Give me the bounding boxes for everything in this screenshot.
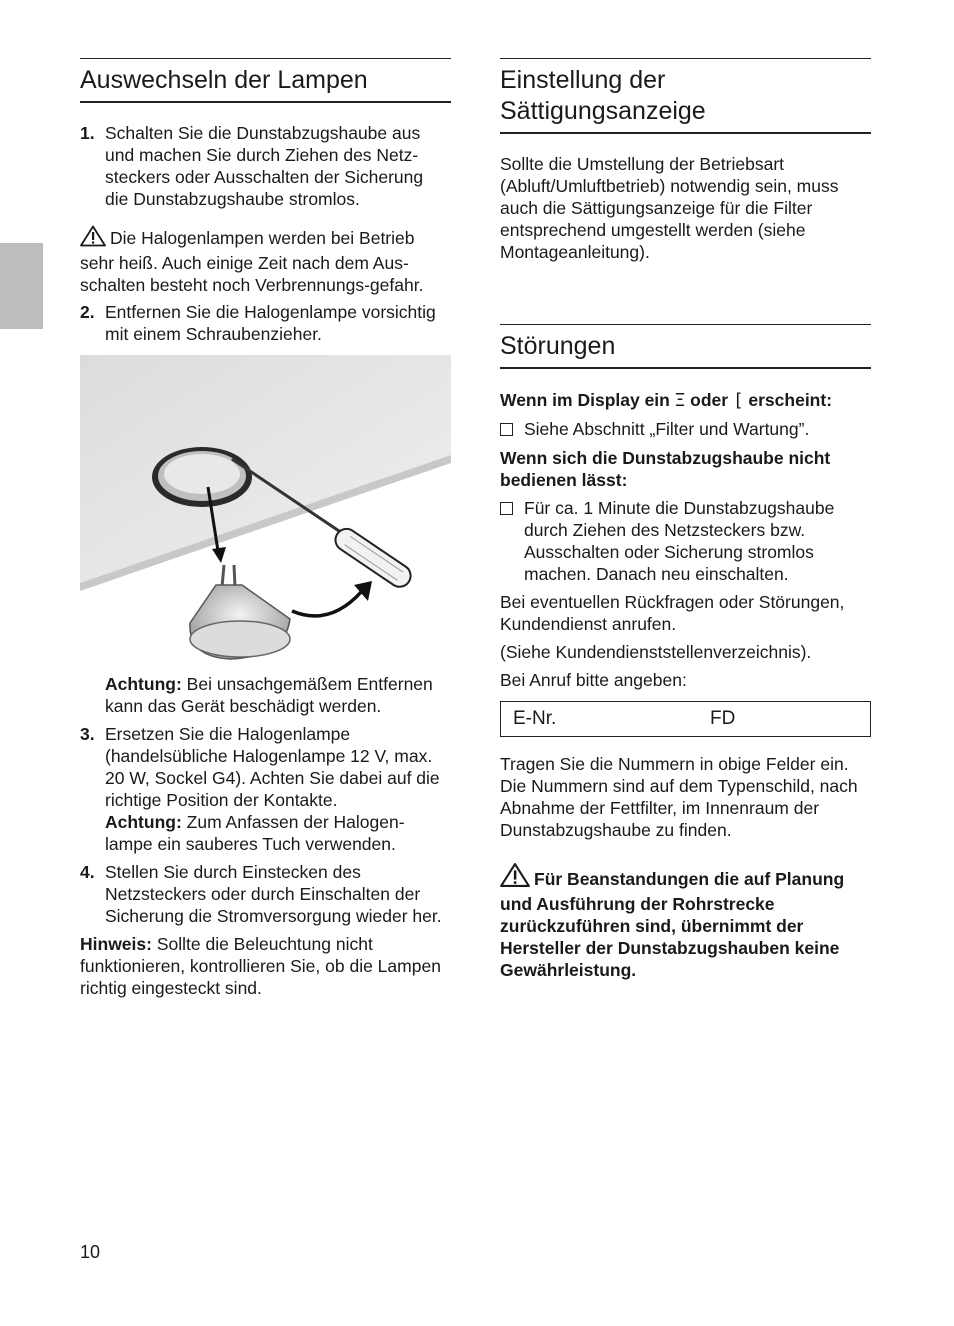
directory-paragraph: (Siehe Kundendienststellenverzeichnis).	[500, 642, 812, 662]
checkbox-bullet-icon	[500, 418, 524, 441]
step-number: 3.	[80, 724, 95, 744]
call-info-paragraph: Bei Anruf bitte angeben:	[500, 670, 687, 690]
attention-label: Achtung:	[105, 812, 182, 832]
left-column	[80, 58, 451, 999]
step-text: Entfernen Sie die Halogenlampe vorsichtig mit einem Schraubenzieher.	[105, 302, 436, 344]
note-label: Hinweis:	[80, 934, 152, 954]
step-1	[80, 122, 451, 210]
page-number: 10	[80, 1242, 101, 1262]
heading-malfunctions: Störungen	[500, 324, 871, 369]
attention-note-1	[80, 673, 451, 717]
step-text: Schalten Sie die Dunstabzugshaube aus und machen Sie durch Ziehen des Netz-steckers oder Ausschalten der Sicherung die Dunstabzugshaube stromlos.	[105, 123, 424, 209]
note-text: Sollte die Beleuchtung nicht funktionieren, kontrollieren Sie, ob die Lampen richtig eingesteckt sind.	[80, 934, 441, 998]
step-text: Stellen Sie durch Einstecken des Netzsteckers oder durch Einschalten der Sicherung die Stromversorgung wieder her.	[105, 862, 442, 926]
liability-text: Für Beanstandungen die auf Planung und Ausführung der Rohrstrecke zurückzuführen sind, übernimmt der Hersteller der Dunstabzugshauben keine Gewährleistung.	[500, 869, 845, 980]
warning-text: Die Halogenlampen werden bei Betrieb sehr heiß. Auch einige Zeit nach dem Aus-schalten besteht noch Verbrennungs-gefahr.	[80, 228, 424, 295]
bullet-text: Für ca. 1 Minute die Dunstabzugshaube durch Ziehen des Netzsteckers bzw. Ausschalten oder Sicherung stromlos machen. Danach neu einschalten.	[524, 498, 835, 584]
step-3	[80, 723, 451, 855]
attention-label: Achtung:	[105, 674, 182, 694]
lamp-removal-illustration	[80, 355, 451, 663]
display-text-mid: oder	[690, 390, 729, 410]
warning-triangle-icon	[80, 225, 106, 252]
fd-label: FD	[710, 708, 736, 729]
saturation-paragraph: Sollte die Umstellung der Betriebsart (Abluft/Umluftbetrieb) notwendig sein, muss auch die Sättigungsanzeige für die Filter entsprechend umgestellt werden (siehe Montageanleitung).	[500, 154, 839, 262]
heading-saturation-display: Einstellung der Sättigungsanzeige	[500, 58, 871, 134]
section-tab-marker	[0, 243, 43, 329]
checkbox-bullet-icon	[500, 497, 524, 585]
warning-triangle-icon	[500, 862, 530, 893]
heading-replace-lamps: Auswechseln der Lampen	[80, 58, 451, 103]
right-column	[500, 58, 871, 981]
step-number: 1.	[80, 123, 95, 143]
attention-text: Bei unsachgemäßem Entfernen kann das Gerät beschädigt werden.	[105, 674, 433, 716]
e-nr-fd-field	[500, 701, 871, 737]
attention-text: Zum Anfassen der Halogen-lampe ein sauberes Tuch verwenden.	[105, 812, 405, 854]
bullet-text: Siehe Abschnitt „Filter und Wartung”.	[524, 419, 810, 439]
operation-subheading: Wenn sich die Dunstabzugshaube nicht bedienen lässt:	[500, 448, 831, 490]
step-number: 4.	[80, 862, 95, 882]
contact-paragraph: Bei eventuellen Rückfragen oder Störungen, Kundendienst anrufen.	[500, 592, 845, 634]
note-paragraph	[80, 933, 451, 999]
warning-paragraph	[80, 225, 451, 296]
display-text-post: erscheint:	[748, 390, 833, 410]
e-nr-label: E-Nr.	[513, 708, 557, 729]
display-symbol-c: [	[732, 391, 744, 411]
display-symbol-filter: Ξ	[674, 391, 686, 411]
step-number: 2.	[80, 302, 95, 322]
bullet-item	[500, 497, 871, 585]
step-body	[105, 723, 451, 855]
liability-warning	[500, 862, 871, 981]
step-2	[80, 301, 451, 345]
display-text-pre: Wenn im Display ein	[500, 390, 670, 410]
step-text: Ersetzen Sie die Halogenlampe (handelsübliche Halogenlampe 12 V, max. 20 W, Sockel G4). Achten Sie dabei auf die richtige Position der Kontakte.	[105, 724, 440, 810]
step-4	[80, 861, 451, 927]
numbers-paragraph: Tragen Sie die Nummern in obige Felder ein. Die Nummern sind auf dem Typenschild, nach Abnahme der Fettfilter, im Innenraum der Dunstabzugshaube zu finden.	[500, 754, 858, 840]
display-subheading	[500, 389, 871, 412]
bullet-item	[500, 418, 871, 441]
